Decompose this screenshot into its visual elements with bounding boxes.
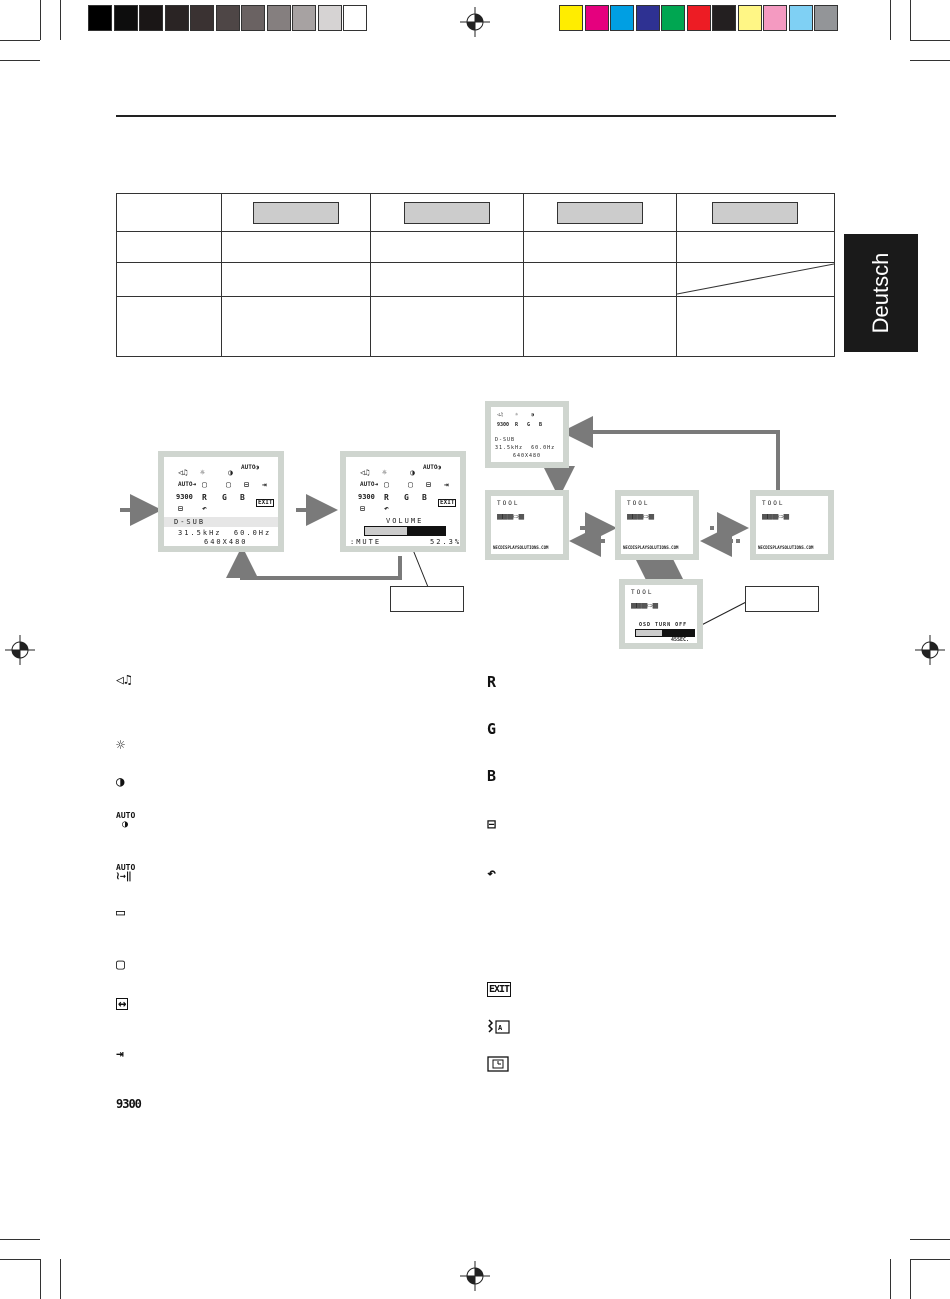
tool-title: TOOL	[762, 500, 785, 507]
legend-auto-adjust-symbol: ≀→‖	[116, 871, 132, 882]
legend-auto-contrast-icon: AUTO	[116, 811, 136, 820]
color-temp-icon: 9300	[358, 493, 375, 501]
blue-icon: B	[539, 422, 543, 428]
osd-turnoff-screen	[619, 579, 703, 649]
red-icon: R	[202, 493, 207, 502]
left-right-icon: ▢	[384, 480, 389, 489]
fine-icon: ⇥	[444, 480, 449, 489]
mute-label: :MUTE	[350, 538, 382, 546]
legend-brightness-icon: ☼	[116, 736, 126, 754]
tool-icons: ▦▦▦⇨▦	[497, 512, 525, 522]
volume-slider-fill	[365, 527, 407, 535]
auto-contrast-icon: AUTO◑	[241, 464, 260, 471]
contrast-icon: ◑	[410, 468, 415, 477]
tool-url: NECDISPLAYSOLUTIONS.COM	[493, 545, 549, 550]
legend-language-icon	[487, 1018, 511, 1036]
tool-screen-3	[750, 490, 834, 560]
resolution-readout: 640X480	[513, 453, 542, 459]
osd-turnoff-label: OSD TURN OFF	[639, 622, 688, 628]
legend-contrast-icon: ◑	[116, 774, 125, 790]
auto-contrast-icon: AUTO◑	[423, 464, 442, 471]
volume-slider[interactable]	[364, 526, 446, 536]
frequency-readout: 31.5kHz 60.0Hz	[178, 529, 272, 537]
osd-small-screen	[485, 401, 569, 468]
tool-url: NECDISPLAYSOLUTIONS.COM	[758, 545, 814, 550]
osd-turnoff-fill	[636, 630, 662, 636]
callout-box	[390, 586, 464, 612]
legend-fine-icon: ⇥	[116, 1047, 124, 1062]
down-up-icon: ▢	[408, 480, 413, 489]
frequency-readout: 31.5kHz 60.0Hz	[495, 445, 556, 451]
color-temp-icon: 9300	[176, 493, 193, 501]
resolution-readout: 640X480	[204, 538, 248, 546]
legend-h-size-icon: ↔	[118, 996, 127, 1012]
tool-title: TOOL	[627, 500, 650, 507]
callout-box	[745, 586, 819, 612]
tool-icon: ⊟	[178, 504, 183, 513]
blue-icon: B	[240, 493, 245, 502]
green-icon: G	[527, 422, 531, 428]
tool-screen-1	[485, 490, 569, 560]
legend-auto-contrast-symbol: ◑	[122, 819, 129, 830]
brightness-icon: ☼	[200, 468, 205, 477]
legend-tool-icon: ⊟	[487, 815, 497, 833]
green-icon: G	[222, 493, 227, 502]
tool-icons: ▦▦▦⇨▦	[631, 601, 659, 611]
fine-icon: ⇥	[262, 480, 267, 489]
contrast-icon: ◑	[228, 468, 233, 477]
exit-icon: EXIT	[440, 499, 455, 506]
legend-green-icon: G	[487, 720, 497, 738]
blue-icon: B	[422, 493, 427, 502]
legend-down-up-icon: ▢	[116, 955, 126, 973]
legend-osd-time-icon	[487, 1056, 509, 1072]
tool-icons: ▦▦▦⇨▦	[627, 512, 655, 522]
language-tab-label: Deutsch	[868, 252, 893, 334]
exit-icon: EXIT	[258, 499, 273, 506]
factory-preset-icon: ↶	[384, 504, 389, 513]
volume-value: 52.3%	[430, 538, 462, 546]
h-size-icon: ⊟	[426, 480, 431, 489]
factory-preset-icon: ↶	[202, 504, 207, 513]
legend-exit-icon: EXIT	[489, 984, 510, 995]
legend-blue-icon: B	[487, 767, 497, 785]
volume-icon: ◁♫	[360, 468, 370, 477]
volume-title: VOLUME	[386, 517, 424, 525]
brightness-icon: ☼	[515, 412, 519, 418]
legend-color-temp-icon: 9300	[116, 1097, 141, 1111]
volume-icon: ◁♫	[497, 412, 504, 418]
input-label: D-SUB	[174, 518, 206, 526]
tool-url: NECDISPLAYSOLUTIONS.COM	[623, 545, 679, 550]
osd-turnoff-slider[interactable]	[635, 629, 695, 637]
h-size-icon: ⊟	[244, 480, 249, 489]
contrast-icon: ◑	[531, 412, 535, 418]
svg-text:A: A	[498, 1024, 503, 1032]
down-up-icon: ▢	[226, 480, 231, 489]
volume-icon: ◁♫	[178, 468, 188, 477]
osd-turnoff-seconds: 45SEC.	[671, 637, 690, 643]
legend-factory-preset-icon: ↶	[487, 864, 497, 882]
auto-adjust-icon: AUTO⇥	[360, 481, 379, 488]
tool-title: TOOL	[631, 589, 654, 596]
red-icon: R	[384, 493, 389, 502]
brightness-icon: ☼	[382, 468, 387, 477]
tool-title: TOOL	[497, 500, 520, 507]
tool-screen-2	[615, 490, 699, 560]
auto-adjust-icon: AUTO⇥	[178, 481, 197, 488]
legend-volume-icon: ◁♫	[116, 673, 132, 688]
osd-main-screen	[158, 451, 284, 552]
input-label: D-SUB	[495, 437, 516, 443]
legend-red-icon: R	[487, 673, 497, 691]
red-icon: R	[515, 422, 519, 428]
tool-icon: ⊟	[360, 504, 365, 513]
color-temp-icon: 9300	[497, 422, 510, 428]
tool-icons: ▦▦▦⇨▦	[762, 512, 790, 522]
left-right-icon: ▢	[202, 480, 207, 489]
green-icon: G	[404, 493, 409, 502]
legend-auto-adjust-icon: AUTO	[116, 863, 136, 872]
legend-left-right-icon: ▭	[116, 903, 126, 921]
osd-volume-screen	[340, 451, 466, 552]
